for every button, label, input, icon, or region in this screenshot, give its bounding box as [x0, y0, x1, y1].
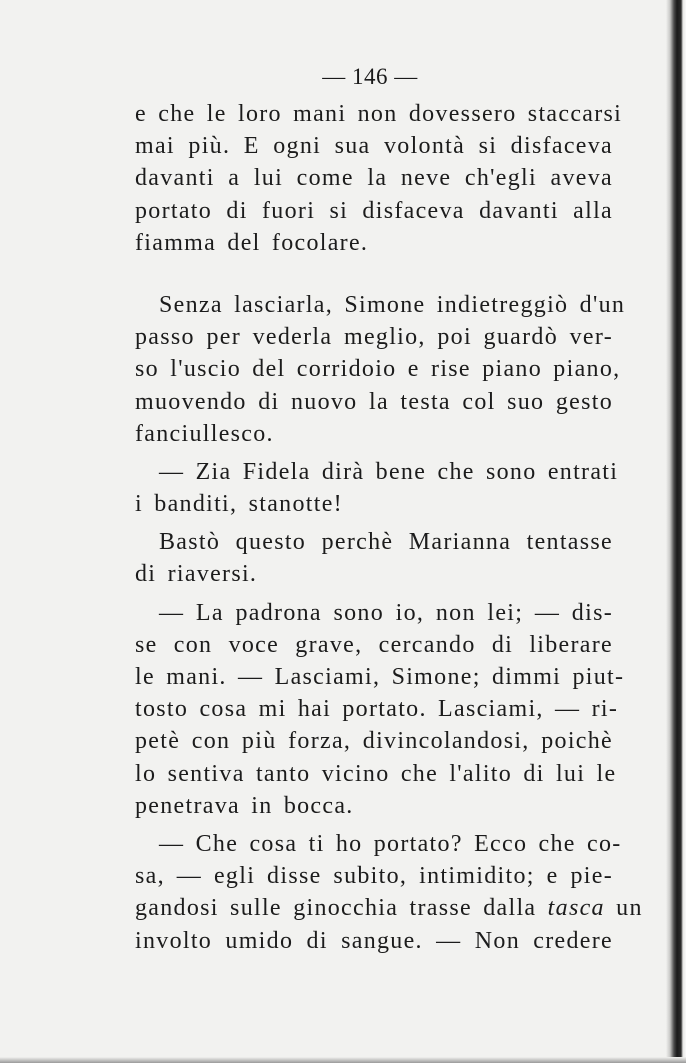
text-line: involto umido di sangue. — Non credere — [135, 927, 613, 954]
paragraph-5 — [135, 597, 625, 822]
text-line: so l'uscio del corridoio e rise piano piano, — [135, 356, 621, 383]
paragraph-2 — [135, 289, 626, 450]
paragraph-1 — [135, 98, 623, 259]
text-line: — La padrona sono io, non lei; — dis- — [159, 599, 613, 626]
text-line: di riaversi. — [135, 561, 258, 588]
italic-word: tasca — [547, 895, 605, 922]
page-bottom-edge — [0, 1057, 686, 1063]
text-line: mai più. E ogni sua volontà si disfaceva — [135, 133, 613, 160]
text-line: se con voce grave, cercando di liberare — [135, 631, 613, 658]
text-line-with-italic — [135, 892, 643, 924]
text-line: e che le loro mani non dovessero staccarsi — [135, 101, 623, 127]
text-line: i banditi, stanotte! — [135, 491, 343, 518]
text-line: — Che cosa ti ho portato? Ecco che co- — [159, 830, 622, 857]
text-line: — Zia Fidela dirà bene che sono entrati — [159, 458, 619, 485]
paragraph-4 — [135, 526, 613, 590]
text-line: fiamma del focolare. — [135, 229, 369, 256]
text-line: Senza lasciarla, Simone indietreggiò d'un — [159, 291, 626, 318]
text-fragment: un — [604, 895, 643, 922]
text-line: portato di fuori si disfaceva davanti alla — [135, 197, 613, 224]
text-line: Bastò questo perchè Marianna tentasse — [159, 529, 613, 556]
book-spine-shadow — [666, 0, 686, 1063]
paragraph-3 — [135, 456, 619, 520]
paragraph-6 — [135, 828, 643, 957]
text-line: fanciullesco. — [135, 420, 274, 447]
text-line: penetrava in bocca. — [135, 792, 354, 819]
text-line: lo sentiva tanto vicino che l'alito di lui le — [135, 760, 617, 787]
page-number: — 146 — — [322, 64, 418, 89]
text-line: davanti a lui come la neve ch'egli aveva — [135, 165, 613, 192]
text-line: sa, — egli disse subito, intimidito; e pie- — [135, 863, 613, 890]
paragraph-gap — [135, 259, 613, 289]
body-text — [135, 98, 643, 957]
text-line: tosto cosa mi hai portato. Lasciami, — ri- — [135, 696, 619, 723]
text-line: le mani. — Lasciami, Simone; dimmi piut- — [135, 664, 625, 690]
text-line: petè con più forza, divincolandosi, poichè — [135, 728, 613, 755]
text-line: muovendo di nuovo la testa col suo gesto — [135, 388, 613, 415]
text-line: passo per vederla meglio, poi guardò ver- — [135, 324, 613, 351]
text-fragment: gandosi sulle ginocchia trasse dalla — [135, 895, 548, 922]
